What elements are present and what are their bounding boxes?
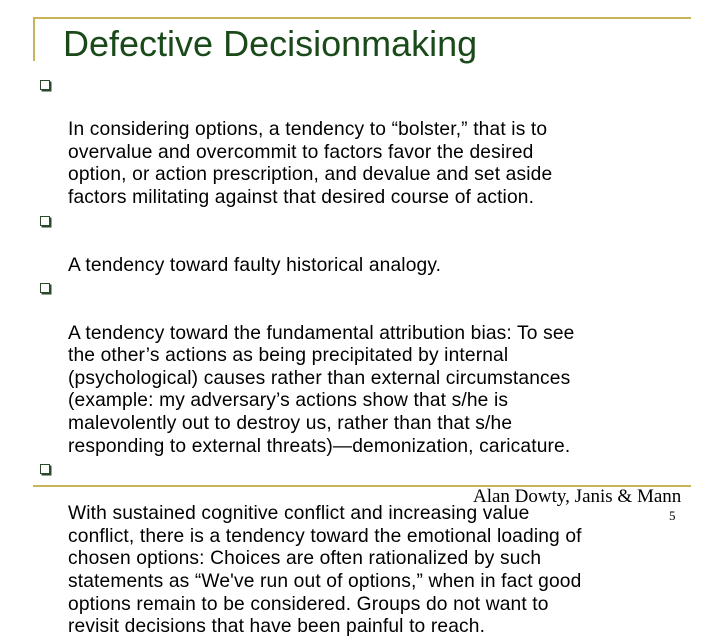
square-bullet-icon xyxy=(40,464,50,474)
bullet-list xyxy=(40,74,700,639)
slide-title: Defective Decisionmaking xyxy=(63,23,478,64)
square-bullet-icon xyxy=(40,80,50,90)
attribution: Alan Dowty, Janis & Mann xyxy=(473,486,682,507)
bullet-text: With sustained cognitive conflict and increasing value conflict, there is a tendency toward the emotional loading of chosen options: Choices are often rationalized by such statements as “We've run out of options,” when in fact good options remain to be considered. Groups do not want to revisit decisions that have been painful to reach. xyxy=(68,503,582,638)
bullet-text: A tendency toward the fundamental attribution bias: To see the other’s actions as being precipitated by internal (psychological) causes rather than external circumstances (example: my adversary’s actions show that s/he is malevolently out to destroy us, rather than that s/he responding to external threats)—demonization, caricature. xyxy=(68,322,575,457)
bullet-text: A tendency toward faulty historical analogy. xyxy=(68,254,442,276)
left-gold-rule xyxy=(33,17,35,61)
page-number: 5 xyxy=(669,508,676,523)
square-bullet-icon xyxy=(40,283,50,293)
bullet-item xyxy=(40,277,700,458)
bullet-text: In considering options, a tendency to “bolster,” that is to overvalue and overcommit to factors favor the desired option, or action prescription, and devalue and set aside factors militating against that desired course of action. xyxy=(68,119,553,208)
square-bullet-icon xyxy=(40,216,50,226)
bullet-item xyxy=(40,210,700,278)
bullet-item xyxy=(40,74,700,210)
